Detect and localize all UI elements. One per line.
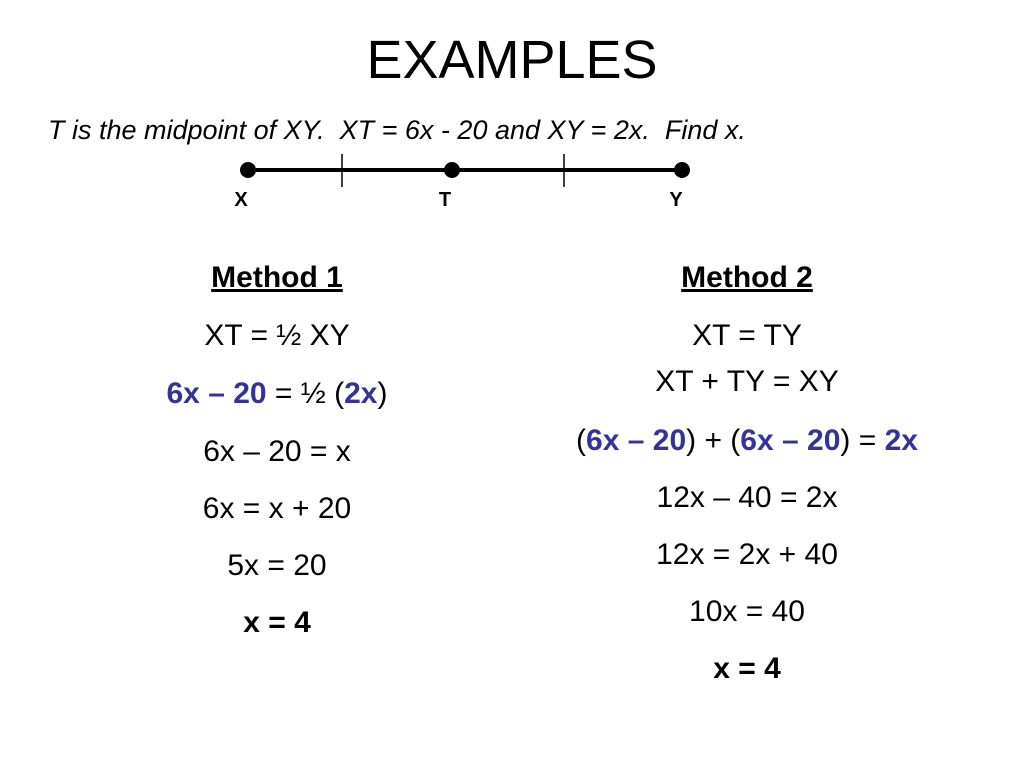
label-y: Y (669, 189, 683, 211)
point-y (674, 162, 690, 178)
method-1-step-1: XT = ½ XY (204, 319, 350, 352)
label-x: X (234, 189, 248, 211)
method-2-heading: Method 2 (681, 261, 813, 294)
method-1-step-5: 5x = 20 (227, 549, 327, 582)
point-t (444, 162, 460, 178)
method-2-answer: x = 4 (713, 652, 781, 685)
problem-statement: T is the midpoint of XY. XT = 6x - 20 and XY = 2x. Find x. (48, 115, 746, 145)
label-t: T (438, 189, 452, 211)
method-2-step-3 (500, 423, 994, 459)
method-1-step-4: 6x = x + 20 (202, 492, 352, 525)
line-segment-diagram (0, 0, 1024, 230)
method-2-step-2: XT + TY = XY (655, 365, 839, 398)
method-1-step-3: 6x – 20 = x (203, 435, 351, 468)
expr-half: = ½ ( (266, 377, 345, 410)
expr-xy: 2x (884, 424, 918, 457)
expr-xt-1: 6x – 20 (586, 424, 687, 457)
method-2-step-1: XT = TY (692, 319, 802, 352)
expr-equals: ) = (840, 424, 885, 457)
method-2-step-6: 10x = 40 (689, 595, 805, 628)
method-1-step-2 (80, 376, 474, 412)
expr-xy: 2x (344, 377, 378, 410)
method-1-answer: x = 4 (243, 606, 311, 639)
expr-xt-2: 6x – 20 (740, 424, 841, 457)
expr-xt: 6x – 20 (166, 377, 267, 410)
method-2-step-5: 12x = 2x + 40 (656, 538, 838, 571)
method-1-heading: Method 1 (211, 261, 343, 294)
slide-title: EXAMPLES (366, 30, 658, 90)
paren-open-1: ( (576, 424, 587, 457)
point-x (240, 162, 256, 178)
expr-plus: ) + ( (686, 424, 741, 457)
method-2-step-4: 12x – 40 = 2x (656, 481, 838, 514)
expr-close: ) (377, 377, 388, 410)
